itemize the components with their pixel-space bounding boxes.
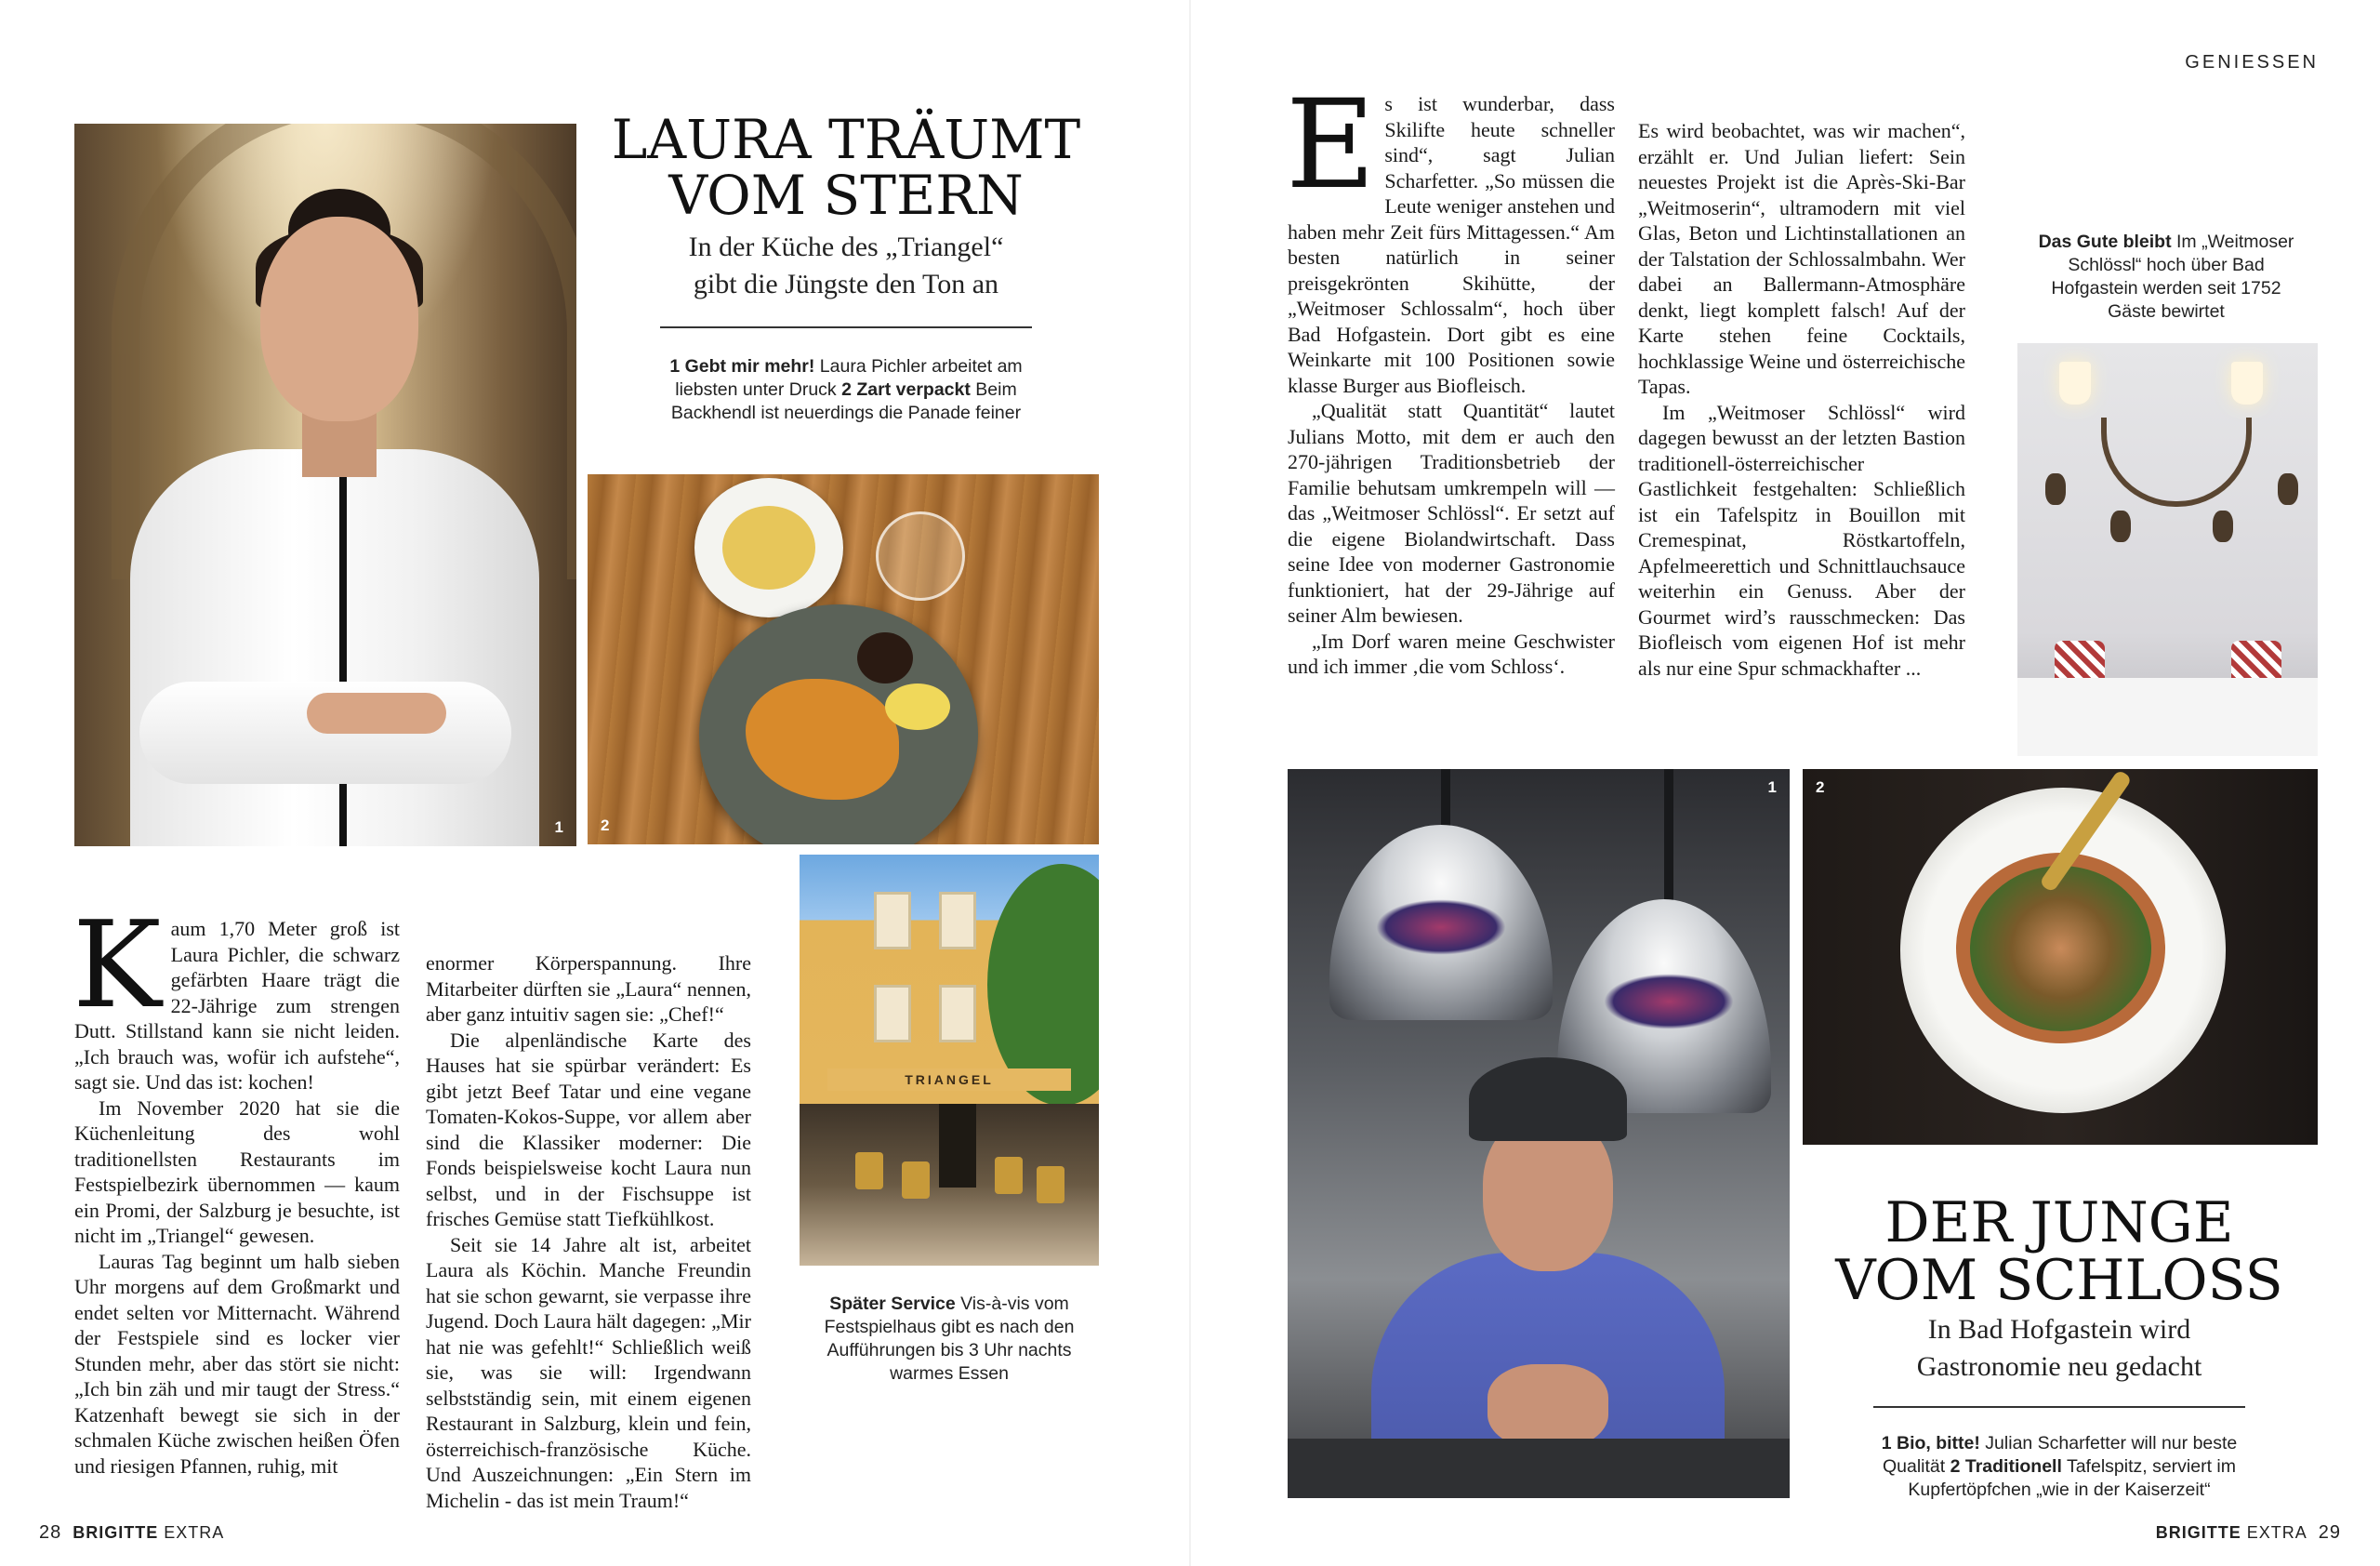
magazine-edition: EXTRA <box>164 1523 225 1542</box>
right-body-column-2 <box>1638 118 1965 681</box>
folio-left <box>39 1522 224 1544</box>
photo-weitmoser-schloessl-dining <box>2017 343 2318 756</box>
body-paragraph: Es wird beobachtet, was wir machen“, erzählt er. Und Julian liefert: Sein neuestes Projekt ist die Après-Ski-Bar „Weitmoserin“, ultramodern mit viel Glas, Beton und Lichtinstallationen an der Talstation der Schlossalmbahn. Wer dabei an Ballermann-Atmosphäre denkt, liegt komplett falsch! Auf der Karte stehen feine Cocktails, hochklassige Weine und österreichische Tapas. <box>1638 119 1965 398</box>
caption-text: Julian Scharfetter will nur beste Qualität <box>1882 1433 2238 1477</box>
subhead-line: In Bad Hofgastein wird <box>1927 1314 2191 1345</box>
body-text: s ist wunderbar, dass Skilifte heute schneller sind“, sagt Julian Scharfetter. „So müssen die Leute weniger anstehen und haben mehr Zeit fürs Mittagessen.“ Am besten natürlich in seiner preisgekrönten Skihütte, der „Weitmoser Schlossalm“, hoch über Bad Hofgastein. Dort gibt es eine Weinkarte mit 100 Positionen sowie klasse Burger aus Biofleisch. <box>1288 92 1615 397</box>
photo-triangel-restaurant <box>800 855 1099 1266</box>
house-sign: TRIANGEL <box>827 1068 1071 1091</box>
subhead-line: gibt die Jüngste den Ton an <box>693 268 999 299</box>
page-gutter <box>1189 0 1191 1566</box>
photo-backhendl <box>588 474 1099 844</box>
left-body-column-1 <box>73 896 400 1479</box>
folio-right <box>2156 1522 2341 1544</box>
photo-number: 2 <box>601 816 610 834</box>
caption-bold: 2 Zart verpackt <box>841 378 971 400</box>
caption-text: Laura Pichler arbeitet am liebsten unter Druck <box>675 356 1023 400</box>
left-subhead <box>595 229 1097 303</box>
caption-dining <box>2027 231 2306 324</box>
body-paragraph: Lauras Tag beginnt um halb sieben Uhr morgens auf dem Großmarkt und endet selten vor Mitternacht. Während der Festspiele sind es locker vier Stunden mehr, aber das stört sie nicht: „Ich bin zäh und mir taugt der Stress.“ Katzenhaft bewegt sie sich in der schmalen Küche zwischen heißen Öfen und riesigen Pfannen, ruhig, mit <box>74 1249 400 1478</box>
magazine-edition: EXTRA <box>2246 1523 2307 1542</box>
caption-bold: 2 Traditionell <box>1950 1455 2062 1477</box>
caption-house <box>818 1293 1080 1386</box>
photo-number: 1 <box>1767 778 1777 796</box>
body-paragraph: „Qualität statt Quantität“ lautet Julians Motto, mit dem er auch den 270-jährigen Traditionsbetrieb der Familie behutsam umkrempeln will — das „Weitmoser Schlössl“. Er setzt auf die eigene Biolandwirtschaft. Dass seine Idee von moderner Gastronomie funktioniert, hat der 29-Jährige auf seiner Alm bewiesen. <box>1288 399 1615 627</box>
page-number: 28 <box>39 1522 62 1543</box>
magazine-name: BRIGITTE <box>73 1523 159 1542</box>
body-paragraph <box>1286 73 1615 398</box>
photo-number: 1 <box>554 818 563 836</box>
caption-text: Tafelspitz, serviert im Kupfertöpfchen „wie in der Kaiserzeit“ <box>1908 1455 2236 1500</box>
caption-bottom-right <box>1855 1432 2264 1502</box>
right-subhead <box>1799 1311 2320 1386</box>
photo-laura-portrait <box>74 124 576 846</box>
photo-julian-kitchen <box>1288 769 1790 1498</box>
section-kicker: GENIESSEN <box>2185 52 2319 73</box>
photo-tafelspitz <box>1803 769 2318 1145</box>
divider-rule <box>660 326 1032 328</box>
subhead-line: In der Küche des „Triangel“ <box>688 232 1004 262</box>
caption-text: Beim Backhendl ist neuerdings die Panade feiner <box>670 378 1022 423</box>
dropcap: E <box>1286 73 1376 217</box>
headline-line: VOM SCHLOSS <box>1835 1248 2283 1314</box>
caption-bold: Das Gute bleibt <box>2038 232 2172 252</box>
headline-line: DER JUNGE <box>1884 1190 2234 1255</box>
page-number: 29 <box>2318 1522 2341 1543</box>
headline-line: VOM STERN <box>668 164 1024 228</box>
left-body-column-2 <box>426 950 751 1513</box>
photo-number: 2 <box>1816 778 1825 796</box>
caption-bold: 1 Gebt mir mehr! <box>669 356 815 377</box>
headline-line: LAURA TRÄUMT <box>611 108 1081 171</box>
caption-text: Im „Weitmoser Schlössl“ hoch über Bad Hofgastein werden seit 1752 Gäste bewirtet <box>2051 232 2294 322</box>
caption-text: Vis-à-vis vom Festspielhaus gibt es nach den Aufführungen bis 3 Uhr nachts warmes Essen <box>824 1294 1075 1384</box>
right-headline <box>1799 1190 2320 1314</box>
divider-rule <box>1873 1406 2245 1408</box>
body-paragraph: „Im Dorf waren meine Geschwister und ich immer ‚die vom Schloss‘. <box>1288 629 1615 678</box>
body-paragraph: Im November 2020 hat sie die Küchenleitung des wohl traditionellsten Restaurants im Festspielbezirk übernommen — kaum ein Promi, der Salzburg je besuchte, ist nicht im „Triangel“ gewesen. <box>74 1095 400 1247</box>
caption-bold: Später Service <box>829 1294 956 1314</box>
body-paragraph: enormer Körperspannung. Ihre Mitarbeiter dürften sie „Laura“ nennen, aber ganz intuitiv sagen sie: „Chef!“ <box>426 951 751 1026</box>
right-body-column-1 <box>1286 73 1615 680</box>
subhead-line: Gastronomie neu gedacht <box>1916 1350 2202 1382</box>
body-paragraph <box>73 896 400 1095</box>
magazine-name: BRIGITTE <box>2155 1523 2241 1542</box>
dropcap: K <box>73 896 162 1035</box>
body-paragraph: Im „Weitmoser Schlössl“ wird dagegen bewusst an der letzten Bastion traditionell-österreichischer Gastlichkeit festgehalten: Schließlich ist ein Tafelspitz in Bouillon mit Cremespinat, Röstkartoffeln, Apfelmeerettich und Schnittlauchsauce weiterhin ein Genuss. Aber der Gourmet wird’s rausschmecken: Das Biofleisch vom eigenen Hof ist mehr als nur eine Spur schmackhafter ... <box>1638 400 1965 680</box>
body-paragraph: Die alpenländische Karte des Hauses hat sie spürbar verändert: Es gibt jetzt Beef Tatar und eine vegane Tomaten-Kokos-Suppe, vor allem aber sind die Klassiker moderner: Die Fonds beispielsweise kocht Laura nun selbst, und in der Fischsuppe ist frisches Gemüse statt Tiefkühlkost. <box>426 1028 751 1230</box>
caption-top-left <box>651 355 1041 425</box>
body-text: aum 1,70 Meter groß ist Laura Pichler, die schwarz gefärbten Haare trägt die 22-Jährige zum strengen Dutt. Stillstand kann sie nicht leiden. „Ich brauch was, wofür ich aufstehe“, sagt sie. Und das ist: kochen! <box>74 917 400 1094</box>
left-headline <box>595 108 1097 228</box>
caption-bold: 1 Bio, bitte! <box>1881 1433 1980 1453</box>
body-paragraph: Seit sie 14 Jahre alt ist, arbeitet Laura als Köchin. Manche Freundin hat sie schon gewarnt, sie verpasse ihre Jugend. Doch Laura hält dagegen: „Mir hat nie was gefehlt!“ Schließlich weiß sie, was sie will: Irgendwann selbstständig sein, mit einem eigenen Restaurant in Salzburg, klein und fein, österreichisch-französische Küche. Und Auszeichnungen: „Ein Stern im Michelin - das ist mein Traum!“ <box>426 1232 751 1512</box>
